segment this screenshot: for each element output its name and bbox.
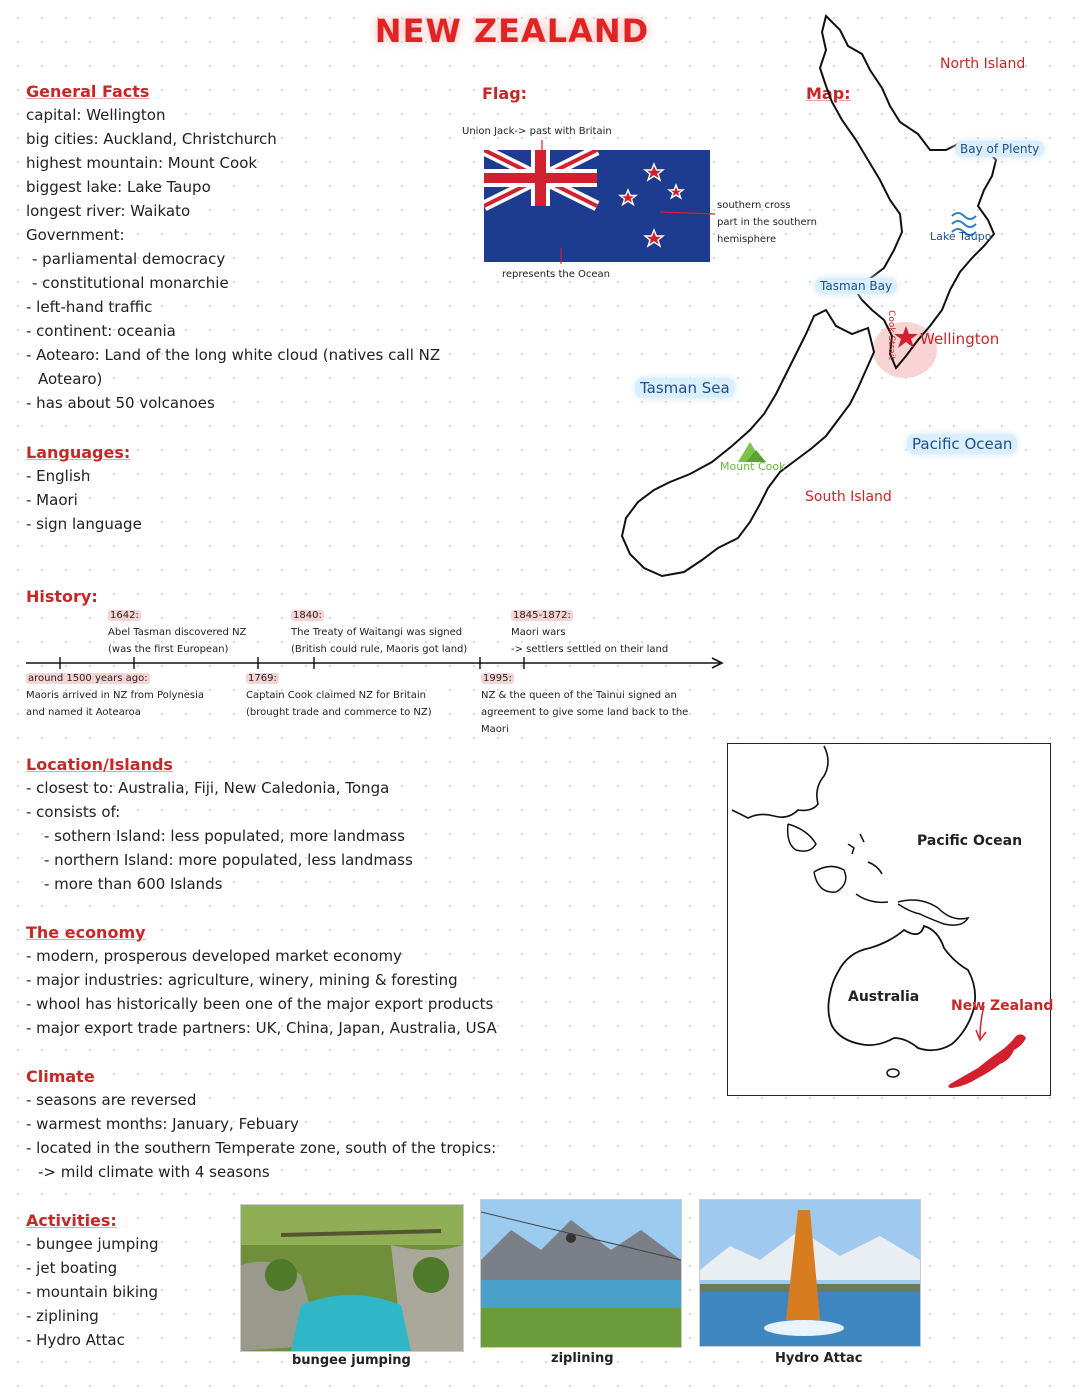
fact-line: Aotearo) [38, 370, 103, 388]
mount-cook-icon [738, 442, 766, 462]
flag-heading: Flag: [482, 84, 528, 103]
fact-line: Government: [26, 226, 125, 244]
activity-item: - jet boating [26, 1259, 118, 1277]
event-text: Maori [481, 724, 509, 735]
page-title: NEW ZEALAND [374, 12, 650, 50]
location-heading: Location/Islands [26, 755, 173, 774]
ziplining-photo [480, 1199, 682, 1348]
flag-note-ocean: represents the Ocean [502, 269, 611, 280]
fact-line: - Aotearo: Land of the long white cloud (natives call NZ [26, 346, 441, 364]
history-event-1845 [511, 607, 668, 658]
location-line: - closest to: Australia, Fiji, New Caledonia, Tonga [26, 779, 390, 797]
climate-list [26, 1088, 496, 1184]
event-text: Abel Tasman discovered NZ [108, 627, 247, 638]
event-date: 1642: [110, 610, 139, 621]
event-date: 1845-1872: [513, 610, 571, 621]
map-label-tasman-bay: Tasman Bay [815, 278, 897, 294]
region-map [727, 743, 1054, 1096]
fact-line: - parliamental democracy [32, 250, 226, 268]
location-line: - more than 600 Islands [44, 875, 223, 893]
region-label-new-zealand: New Zealand [951, 998, 1054, 1014]
history-event-1500 [26, 670, 204, 721]
event-text: Maoris arrived in NZ from Polynesia [26, 690, 205, 701]
activities-heading: Activities: [26, 1211, 117, 1230]
languages-heading: Languages: [26, 443, 131, 462]
map-heading: Map: [806, 84, 851, 103]
hydro-attac-photo [699, 1199, 921, 1347]
asia-coast [732, 746, 828, 818]
language-item: - Maori [26, 491, 78, 509]
activity-item: - bungee jumping [26, 1235, 159, 1253]
history-event-1642 [108, 607, 246, 658]
event-date: 1995: [483, 673, 512, 684]
economy-line: - modern, prosperous developed market economy [26, 947, 402, 965]
climate-line: - warmest months: January, Febuary [26, 1115, 299, 1133]
event-text: NZ & the queen of the Tainui signed an [481, 690, 677, 701]
event-text: The Treaty of Waitangi was signed [291, 627, 463, 638]
photo-caption-bungee: bungee jumping [292, 1353, 411, 1368]
event-text: and named it Aotearoa [26, 707, 141, 718]
tasmania-outline [887, 1069, 899, 1077]
flag-note-union-jack: Union Jack-> past with Britain [462, 126, 612, 137]
map-label-mount-cook: Mount Cook [720, 460, 786, 473]
history-event-1840 [291, 607, 467, 658]
fact-line: big cities: Auckland, Christchurch [26, 130, 277, 148]
note-line: southern cross [717, 200, 791, 211]
event-date: 1769: [248, 673, 277, 684]
economy-list [26, 944, 497, 1040]
history-event-1995 [481, 670, 688, 738]
map-label-tasman-sea: Tasman Sea [635, 378, 735, 398]
note-line: part in the southern [717, 217, 817, 228]
event-text: (British could rule, Maoris got land) [291, 644, 468, 655]
photo-caption-hydro-attac: Hydro Attac [775, 1351, 863, 1366]
region-label-pacific: Pacific Ocean [917, 833, 1023, 849]
economy-heading: The economy [26, 923, 146, 942]
location-line: - sothern Island: less populated, more landmass [44, 827, 405, 845]
map-label-wellington: Wellington [920, 330, 1000, 348]
region-map-drawing [728, 744, 1050, 1095]
event-date: 1840: [293, 610, 322, 621]
fact-line: - has about 50 volcanoes [26, 394, 215, 412]
map-label-north-island: North Island [940, 56, 1026, 72]
photo-caption-ziplining: ziplining [551, 1351, 614, 1366]
location-line: - consists of: [26, 803, 121, 821]
location-list [26, 776, 413, 896]
bungee-jumping-photo [240, 1204, 464, 1352]
fact-line: - constitutional monarchie [32, 274, 229, 292]
region-label-australia: Australia [848, 989, 920, 1005]
event-text: -> settlers settled on their land [511, 644, 669, 655]
climate-line: -> mild climate with 4 seasons [38, 1163, 270, 1181]
fact-line: longest river: Waikato [26, 202, 191, 220]
event-text: agreement to give some land back to the [481, 707, 689, 718]
south-island-outline [622, 310, 874, 576]
map-label-pacific-ocean: Pacific Ocean [907, 434, 1017, 454]
activity-item: - mountain biking [26, 1283, 159, 1301]
language-item: - English [26, 467, 91, 485]
activity-item: - ziplining [26, 1307, 99, 1325]
new-zealand-shape [948, 1034, 1026, 1088]
fact-line: highest mountain: Mount Cook [26, 154, 258, 172]
event-text: Captain Cook claimed NZ for Britain [246, 690, 426, 701]
economy-line: - major export trade partners: UK, China, Japan, Australia, USA [26, 1019, 497, 1037]
map-label-lake-taupo: Lake Taupo [930, 230, 992, 243]
languages-list [26, 464, 142, 536]
climate-heading: Climate [26, 1067, 95, 1086]
map-label-south-island: South Island [805, 489, 892, 505]
language-item: - sign language [26, 515, 142, 533]
economy-line: - major industries: agriculture, winery, mining & foresting [26, 971, 458, 989]
history-event-1769 [246, 670, 432, 721]
history-heading: History: [26, 587, 98, 606]
climate-line: - seasons are reversed [26, 1091, 197, 1109]
fact-line: - left-hand traffic [26, 298, 153, 316]
fact-line: capital: Wellington [26, 106, 166, 124]
general-facts-list [26, 103, 440, 415]
note-line: hemisphere [717, 234, 777, 245]
fact-line: - continent: oceania [26, 322, 176, 340]
event-text: Maori wars [511, 627, 566, 638]
map-label-cook-strait: Cook Strait [885, 310, 896, 360]
economy-line: - whool has historically been one of the major export products [26, 995, 494, 1013]
climate-line: - located in the southern Temperate zone, south of the tropics: [26, 1139, 497, 1157]
fact-line: biggest lake: Lake Taupo [26, 178, 211, 196]
general-facts-heading: General Facts [26, 82, 150, 101]
activities-list [26, 1232, 158, 1352]
event-text: (brought trade and commerce to NZ) [246, 707, 432, 718]
activity-item: - Hydro Attac [26, 1331, 125, 1349]
location-line: - northern Island: more populated, less landmass [44, 851, 413, 869]
event-date: around 1500 years ago: [28, 673, 148, 684]
event-text: (was the first European) [108, 644, 229, 655]
map-label-bay-of-plenty: Bay of Plenty [955, 141, 1044, 157]
